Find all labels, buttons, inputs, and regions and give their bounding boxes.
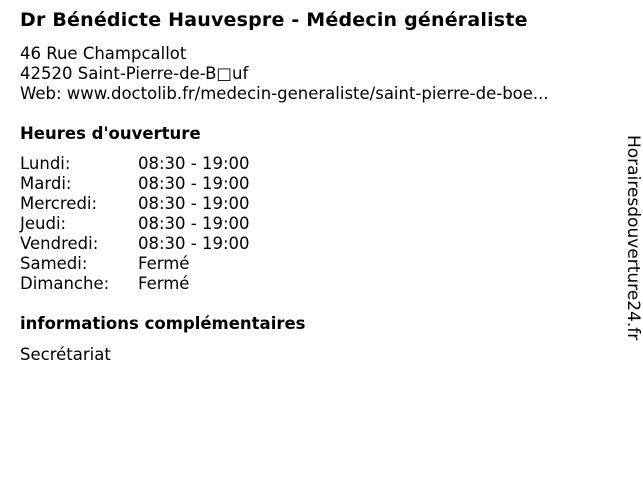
hours-time: 08:30 - 19:00	[138, 234, 250, 253]
hours-row-vendredi	[20, 234, 250, 254]
info-heading: informations complémentaires	[20, 314, 306, 333]
hours-row-lundi	[20, 154, 250, 174]
city-address: 42520 Saint-Pierre-de-B□uf	[20, 64, 249, 83]
hours-row-mardi	[20, 174, 250, 194]
hours-day: Mercredi:	[20, 194, 98, 213]
hours-day: Dimanche:	[20, 274, 110, 293]
hours-time: 08:30 - 19:00	[138, 174, 250, 193]
hours-row-dimanche	[20, 274, 250, 294]
website-link[interactable]: Web: www.doctolib.fr/medecin-generaliste/saint-pierre-de-boe...	[20, 84, 549, 103]
hours-time: Fermé	[138, 254, 190, 273]
hours-row-samedi	[20, 254, 250, 274]
hours-heading: Heures d'ouverture	[20, 124, 201, 143]
page-title: Dr Bénédicte Hauvespre - Médecin généraliste	[20, 9, 528, 31]
hours-day: Jeudi:	[20, 214, 67, 233]
hours-row-jeudi	[20, 214, 250, 234]
side-brand-watermark: Horairesdouverture24.fr	[623, 135, 643, 341]
address-block	[20, 44, 549, 104]
hours-table	[20, 154, 250, 294]
hours-day: Vendredi:	[20, 234, 99, 253]
hours-day: Mardi:	[20, 174, 72, 193]
hours-row-mercredi	[20, 194, 250, 214]
hours-time: 08:30 - 19:00	[138, 194, 250, 213]
hours-time: Fermé	[138, 274, 190, 293]
hours-time: 08:30 - 19:00	[138, 214, 250, 233]
street-address: 46 Rue Champcallot	[20, 44, 187, 63]
hours-time: 08:30 - 19:00	[138, 154, 250, 173]
hours-day: Samedi:	[20, 254, 88, 273]
info-text: Secrétariat	[20, 345, 111, 364]
hours-day: Lundi:	[20, 154, 71, 173]
